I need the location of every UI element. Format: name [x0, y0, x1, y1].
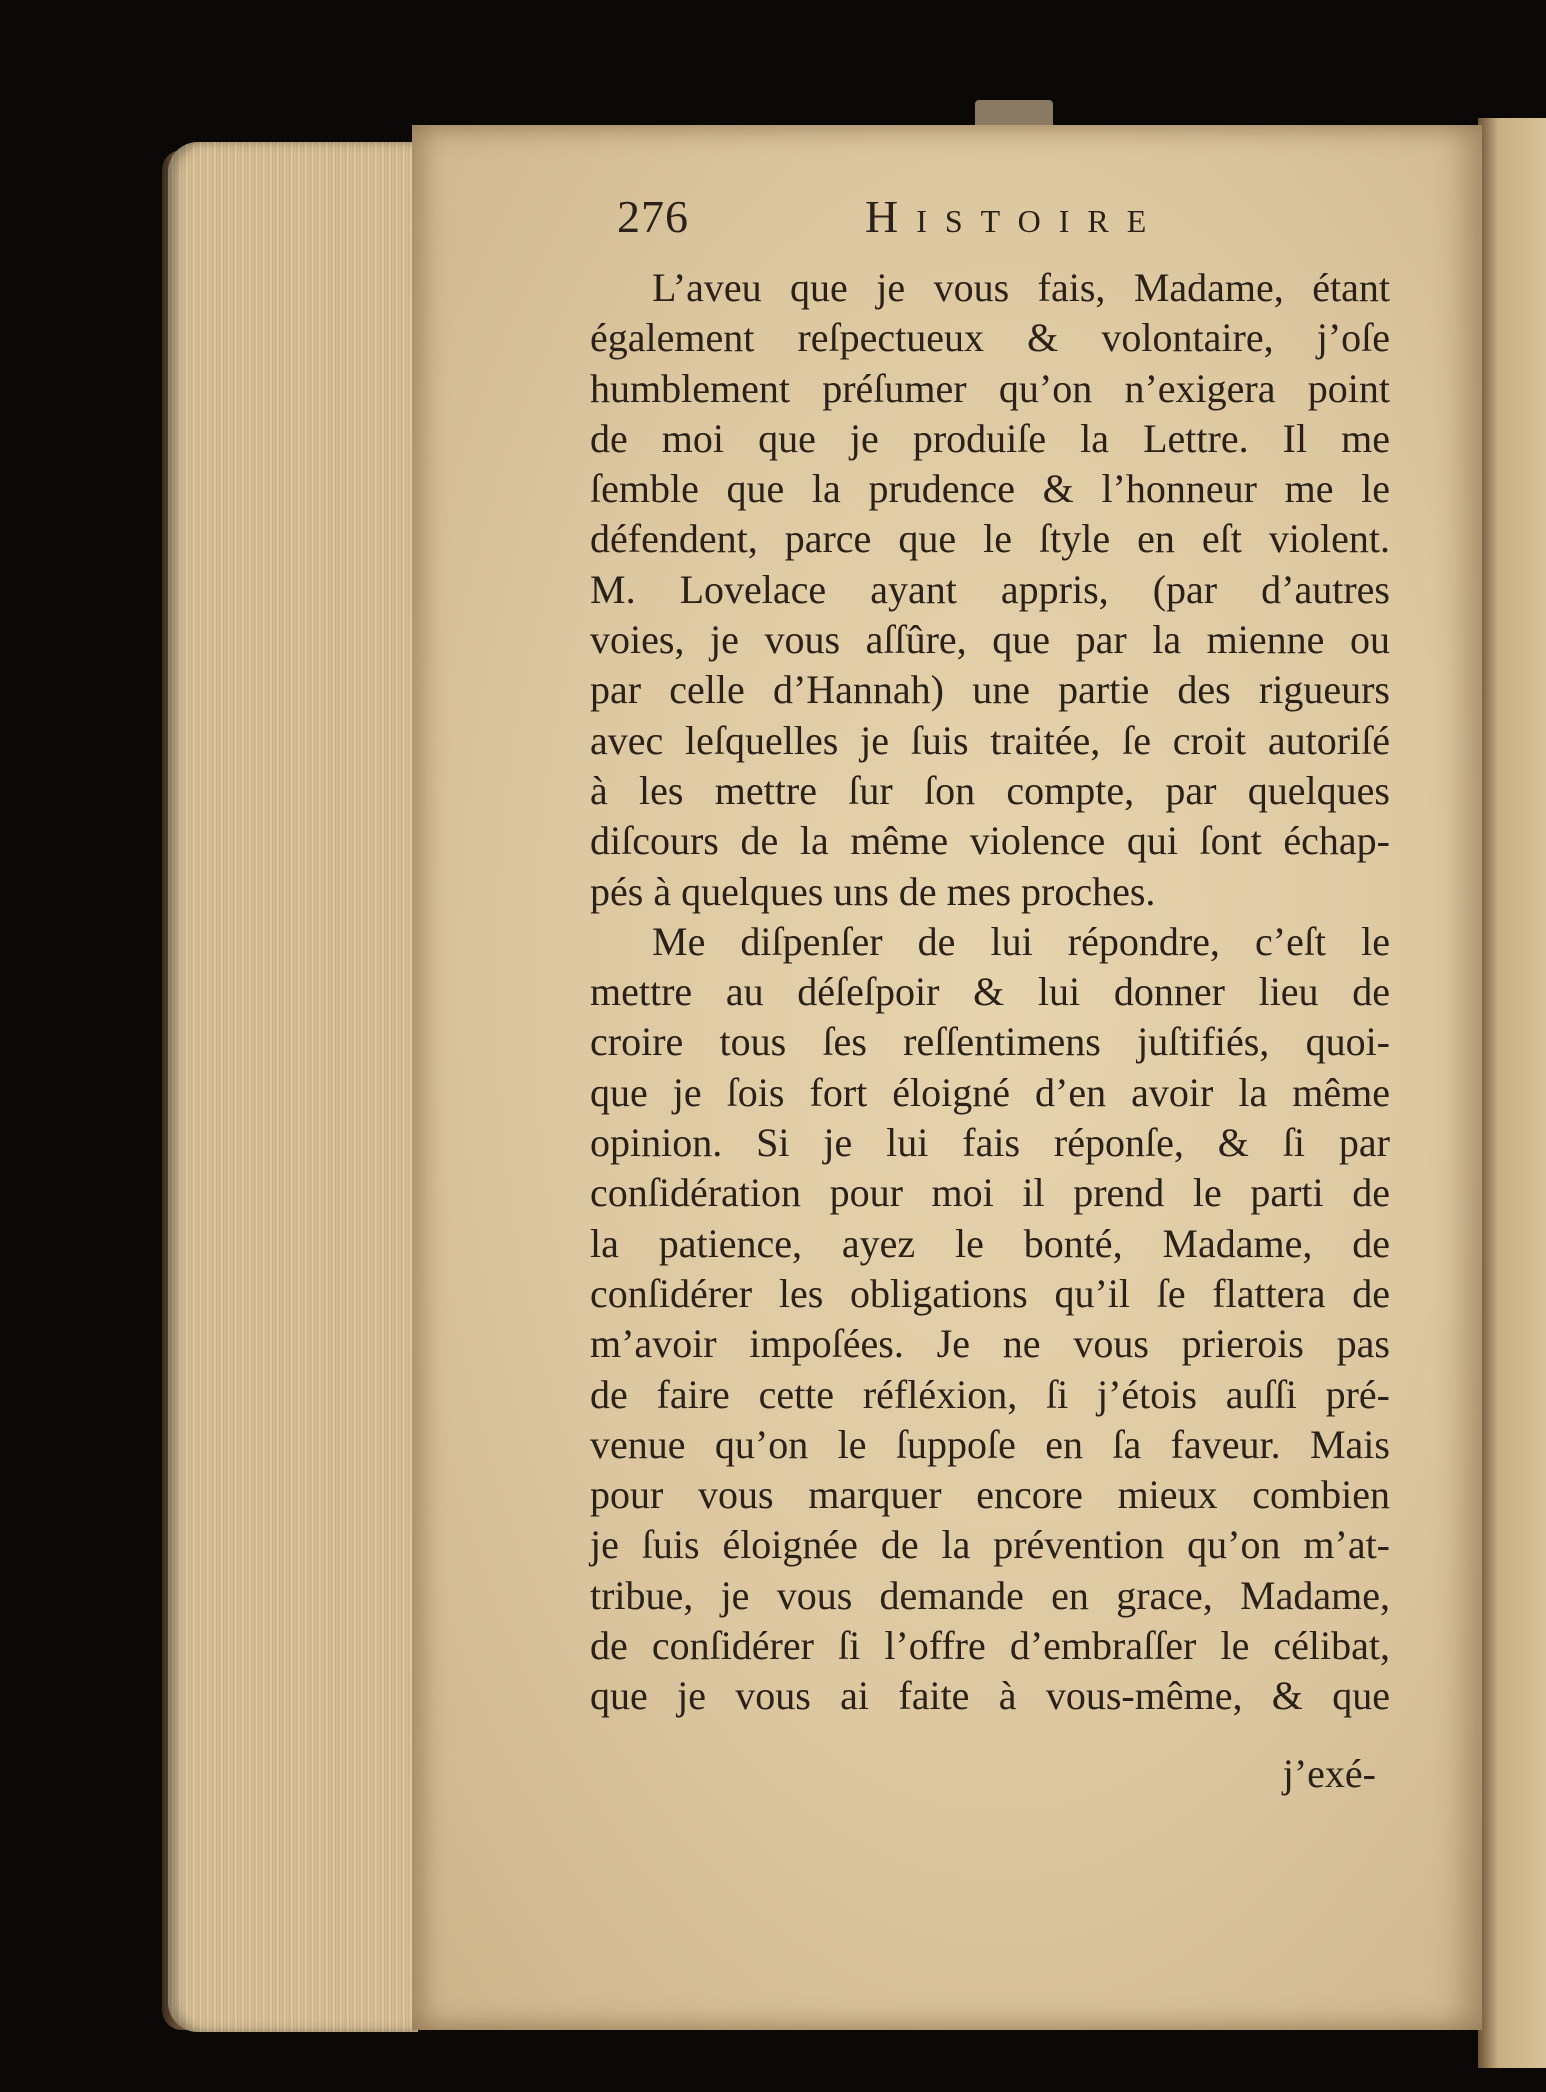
text-line: également reſpectueux & volontaire, j’oſe — [590, 315, 1390, 361]
text-line: conſidérer les obligations qu’il ſe flattera de — [590, 1270, 1390, 1316]
text-line: de conſidérer ſi l’offre d’embraſſer le célibat, — [590, 1623, 1390, 1669]
text-line: humblement préſumer qu’on n’exigera point — [590, 365, 1390, 411]
text-line: par celle d’Hannah) une partie des rigueurs — [590, 667, 1390, 713]
text-line: m’avoir impoſées. Je ne vous prierois pas — [590, 1321, 1390, 1367]
bookmark-tab — [975, 100, 1053, 128]
text-line: L’aveu que je vous fais, Madame, étant — [652, 265, 1390, 310]
catchword: j’exé- — [1282, 1751, 1376, 1796]
text-line: Me diſpenſer de lui répondre, c’eſt le — [652, 918, 1390, 964]
page-edges — [168, 142, 418, 2032]
text-line: pour vous marquer encore mieux combien — [590, 1472, 1390, 1518]
text-line: pés à quelques uns de mes proches. — [590, 868, 1156, 914]
facing-page-edge — [1478, 118, 1546, 2068]
text-line: M. Lovelace ayant appris, (par d’autres — [590, 566, 1390, 612]
text-line: de moi que je produiſe la Lettre. Il me — [590, 415, 1390, 461]
text-line: ſemble que la prudence & l’honneur me le — [590, 466, 1390, 512]
page-number: 276 — [617, 191, 689, 242]
text-line: à les mettre ſur ſon compte, par quelques — [590, 767, 1390, 813]
text-line: venue qu’on le ſuppoſe en ſa faveur. Mais — [590, 1421, 1390, 1467]
text-line: diſcours de la même violence qui ſont échap- — [590, 818, 1390, 864]
text-line: défendent, parce que le ſtyle en eſt violent. — [590, 516, 1390, 562]
text-line: conſidération pour moi il prend le parti de — [590, 1170, 1390, 1216]
running-title: Histoire — [865, 191, 1165, 242]
text-line: avec leſquelles je ſuis traitée, ſe croit autoriſé — [590, 717, 1390, 763]
text-line: mettre au déſeſpoir & lui donner lieu de — [590, 969, 1390, 1015]
body-text — [590, 263, 1390, 1722]
text-line: de faire cette réfléxion, ſi j’étois auſſi pré- — [590, 1371, 1390, 1417]
text-line: je ſuis éloignée de la prévention qu’on m’at- — [590, 1522, 1390, 1568]
page-header — [617, 190, 1397, 250]
text-line: opinion. Si je lui fais réponſe, & ſi par — [590, 1120, 1390, 1166]
text-line: tribue, je vous demande en grace, Madame, — [590, 1572, 1390, 1618]
text-line: croire tous ſes reſſentimens juſtifiés, quoi- — [590, 1019, 1390, 1065]
text-line: la patience, ayez le bonté, Madame, de — [590, 1220, 1390, 1266]
text-line: que je vous ai faite à vous-même, & que — [590, 1673, 1390, 1719]
text-line: voies, je vous aſſûre, que par la mienne ou — [590, 617, 1390, 663]
text-line: que je ſois fort éloigné d’en avoir la même — [590, 1069, 1390, 1115]
